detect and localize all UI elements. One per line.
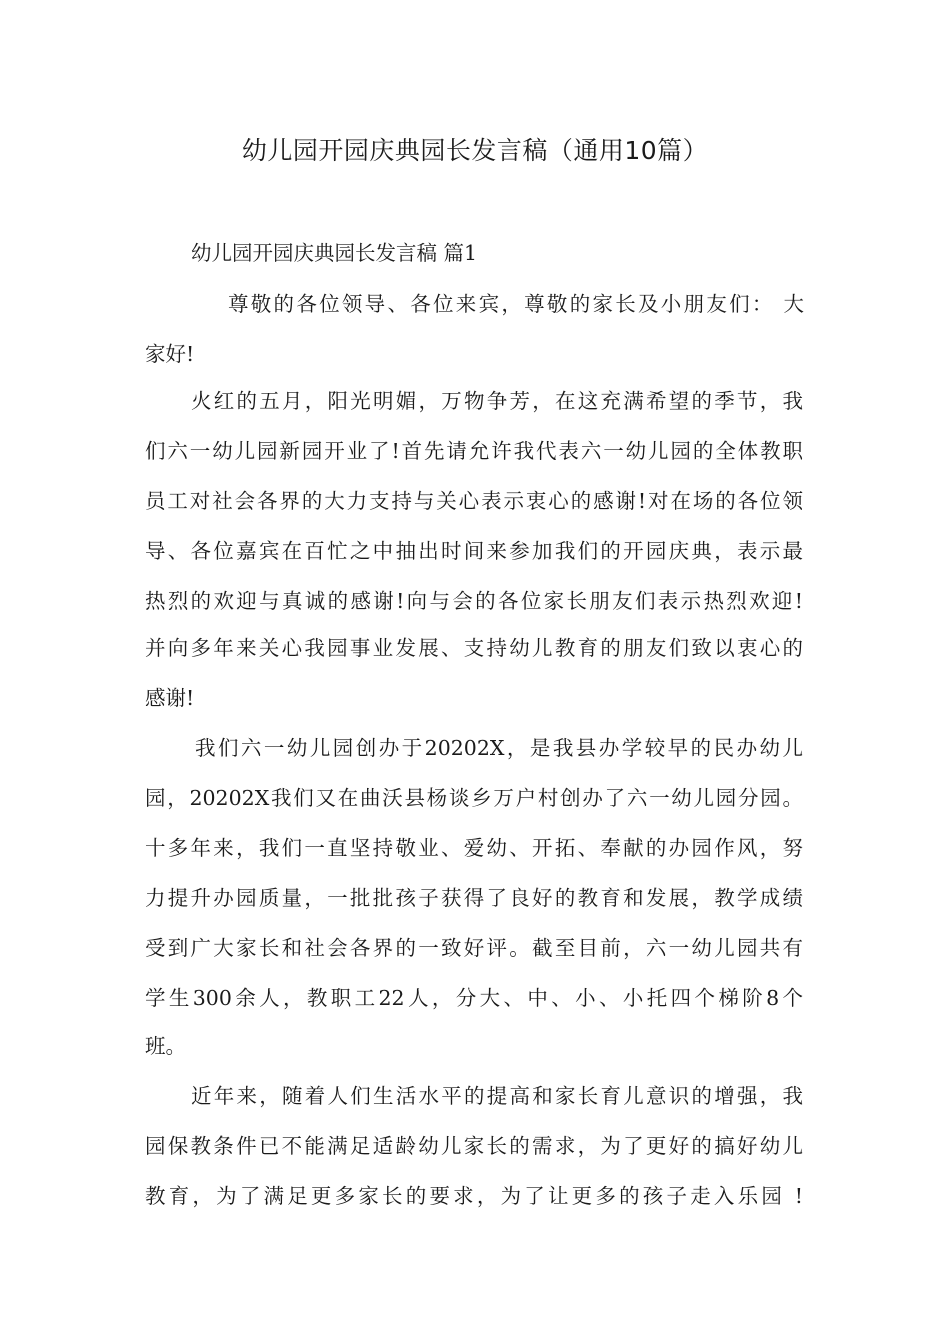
- paragraph-line: 火红的五月，阳光明媚，万物争芳，在这充满希望的季节，我: [191, 389, 803, 413]
- section-heading: 幼儿园开园庆典园长发言稿 篇1: [191, 241, 478, 265]
- paragraph-line: 尊敬的各位领导、各位来宾，尊敬的家长及小朋友们： 大: [228, 292, 804, 316]
- paragraph-line: 十多年来，我们一直坚持敬业、爱幼、开拓、奉献的办园作风，努: [145, 836, 803, 860]
- paragraph-line: 家好!: [145, 342, 195, 366]
- paragraph-line: 们六一幼儿园新园开业了!首先请允许我代表六一幼儿园的全体教职: [145, 439, 803, 463]
- paragraph-line: 园保教条件已不能满足适龄幼儿家长的需求，为了更好的搞好幼儿: [145, 1134, 803, 1158]
- paragraph-line: 园，20202X我们又在曲沃县杨谈乡万户村创办了六一幼儿园分园。: [145, 786, 803, 810]
- document-title: 幼儿园开园庆典园长发言稿（通用10篇）: [241, 136, 709, 165]
- paragraph-line: 班。: [145, 1034, 186, 1058]
- paragraph-line: 教育，为了满足更多家长的要求，为了让更多的孩子走入乐园 !: [145, 1184, 803, 1208]
- paragraph-line: 受到广大家长和社会各界的一致好评。截至目前，六一幼儿园共有: [145, 936, 803, 960]
- paragraph-line: 并向多年来关心我园事业发展、支持幼儿教育的朋友们致以衷心的: [145, 636, 803, 660]
- paragraph-line: 感谢!: [145, 686, 195, 710]
- paragraph-line: 热烈的欢迎与真诚的感谢!向与会的各位家长朋友们表示热烈欢迎!: [145, 589, 803, 613]
- paragraph-line: 员工对社会各界的大力支持与关心表示衷心的感谢!对在场的各位领: [145, 489, 803, 513]
- paragraph-line: 我们六一幼儿园创办于20202X，是我县办学较早的民办幼儿: [195, 736, 803, 760]
- paragraph-line: 力提升办园质量，一批批孩子获得了良好的教育和发展，教学成绩: [145, 886, 803, 910]
- paragraph-line: 学生300余人，教职工22人，分大、中、小、小托四个梯阶8个: [145, 986, 803, 1010]
- paragraph-line: 导、各位嘉宾在百忙之中抽出时间来参加我们的开园庆典，表示最: [145, 539, 803, 563]
- paragraph-line: 近年来，随着人们生活水平的提高和家长育儿意识的增强，我: [191, 1084, 803, 1108]
